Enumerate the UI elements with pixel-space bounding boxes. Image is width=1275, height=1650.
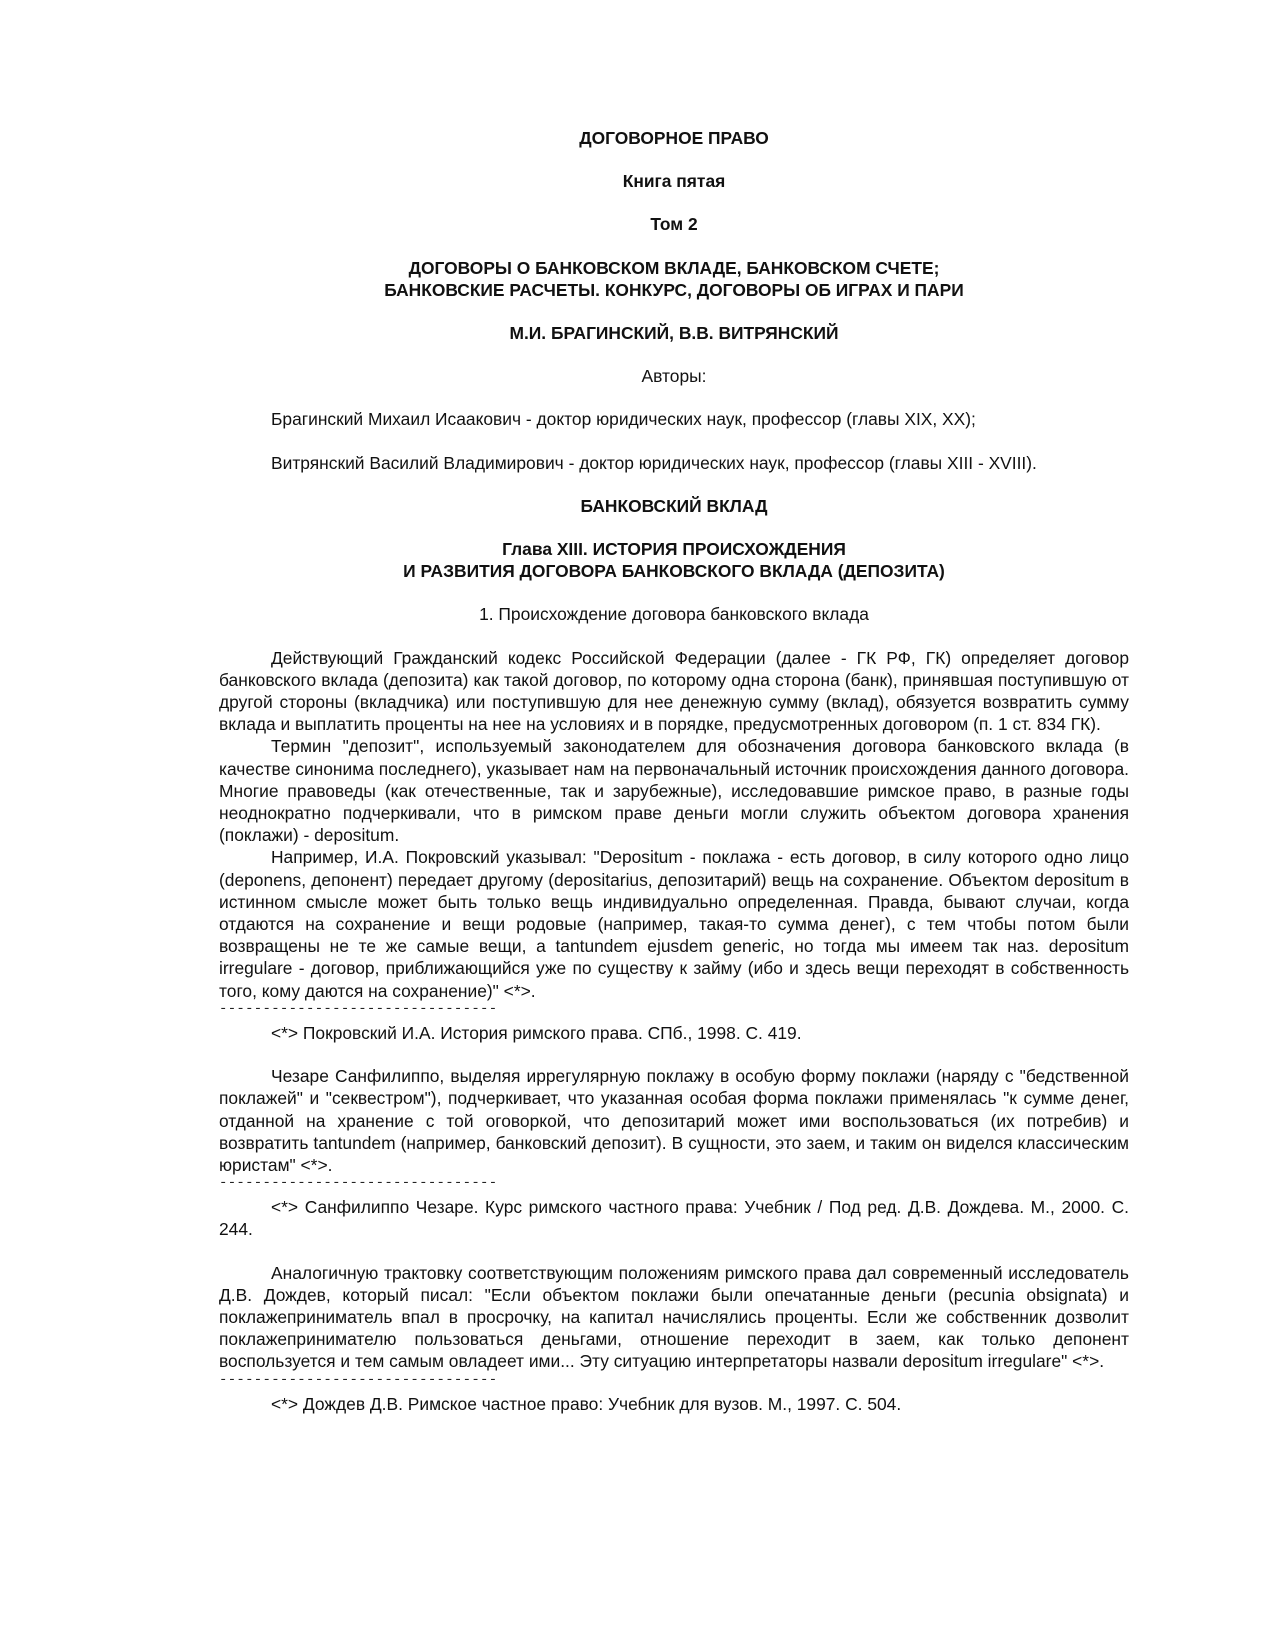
paragraph-1: Действующий Гражданский кодекс Российской Федерации (далее - ГК РФ, ГК) определяет договор банковского вклада (депозита) как такой договор, по которому одна сторона (банк), принявшая поступившую от другой стороны (вкладчика) или поступившую для нее денежную сумму (вклад), обязуется возвратить сумму вклада и выплатить проценты на нее на условиях и в порядке, предусмотренных договором (п. 1 ст. 834 ГК). [219, 647, 1129, 735]
paragraph-2: Термин "депозит", используемый законодателем для обозначения договора банковского вклада (в качестве синонима последнего), указывает нам на первоначальный источник происхождения данного договора. Многие правоведы (как отечественные, так и зарубежные), исследовавшие римское право, в разные годы неоднократно подчеркивали, что в римском праве деньги могли служить объектом договора хранения (поклажи) - depositum. [219, 736, 1129, 846]
subsection-title: 1. Происхождение договора банковского вклада [479, 604, 869, 625]
volume-label: Том 2 [650, 214, 698, 235]
footnote-3: <*> Дождев Д.В. Римское частное право: Учебник для вузов. М., 1997. С. 504. [271, 1393, 902, 1414]
authors-label: Авторы: [641, 366, 707, 387]
footnote-separator: -------------------------------- [219, 1001, 498, 1016]
paragraph-5: Аналогичную трактовку соответствующим положениям римского права дал современный исследователь Д.В. Дождев, который писал: "Если объектом поклажи были опечатанные деньги (pecunia obsignata) и поклажеприниматель впал в просрочку, на капитал начислялись проценты. Если же собственник дозволит поклажепринимателю пользоваться деньгами, отношение переходит в заем, как только депонент воспользуется и тем самым овладеет ими... Эту ситуацию интерпретаторы назвали depositum irregulare" <*>. [219, 1262, 1129, 1372]
chapter-title-line-1: Глава XIII. ИСТОРИЯ ПРОИСХОЖДЕНИЯ [502, 539, 846, 560]
footnote-2: <*> Санфилиппо Чезаре. Курс римского частного права: Учебник / Под ред. Д.В. Дождева. М., 2000. С. 244. [219, 1197, 1129, 1240]
section-title: БАНКОВСКИЙ ВКЛАД [580, 495, 768, 516]
footnote-separator: -------------------------------- [219, 1372, 498, 1387]
footnote-separator: -------------------------------- [219, 1176, 498, 1191]
main-title-line-1: ДОГОВОРЫ О БАНКОВСКОМ ВКЛАДЕ, БАНКОВСКОМ СЧЕТЕ; [408, 257, 940, 278]
footnote-1: <*> Покровский И.А. История римского права. СПб., 1998. С. 419. [271, 1022, 802, 1043]
paragraph-4: Чезаре Санфилиппо, выделяя иррегулярную поклажу в особую форму поклажи (наряду с "бедственной поклажей" и "секвестром"), подчеркивает, что указанная особая форма поклажи применялась "к сумме денег, отданной на хранение с той оговоркой, что депозитарий может ими воспользоваться (их потребив) и возвратить tantundem (например, банковский депозит). В сущности, это заем, и таким он виделся классическим юристам" <*>. [219, 1066, 1129, 1175]
main-title-line-2: БАНКОВСКИЕ РАСЧЕТЫ. КОНКУРС, ДОГОВОРЫ ОБ ИГРАХ И ПАРИ [384, 279, 964, 300]
series-title: ДОГОВОРНОЕ ПРАВО [579, 128, 769, 148]
author-2: Витрянский Василий Владимирович - доктор юридических наук, профессор (главы XIII - XVIII). [271, 452, 1037, 473]
chapter-title-line-2: И РАЗВИТИЯ ДОГОВОРА БАНКОВСКОГО ВКЛАДА (ДЕПОЗИТА) [403, 561, 945, 582]
paragraph-3: Например, И.А. Покровский указывал: "Depositum - поклажа - есть договор, в силу которого одно лицо (deponens, депонент) передает другому (depositarius, депозитарий) вещь на сохранение. Объектом depositum в истинном смысле может быть только вещь индивидуально определенная. Правда, бывают случаи, когда отдаются на сохранение и вещи родовые (например, такая-то сумма денег), с тем чтобы потом были возвращены не те же самые вещи, а tantundem ejusdem generic, но тогда мы имеем так наз. depositum irregulare - договор, приближающийся уже по существу к займу (ибо и здесь вещи переходят в собственность того, кому даются на сохранение)" <*>. [219, 847, 1129, 1001]
authors-names: М.И. БРАГИНСКИЙ, В.В. ВИТРЯНСКИЙ [509, 323, 839, 344]
author-1: Брагинский Михаил Исаакович - доктор юридических наук, профессор (главы XIX, XX); [271, 409, 976, 430]
book-label: Книга пятая [622, 171, 726, 192]
document-page [219, 127, 1129, 1415]
